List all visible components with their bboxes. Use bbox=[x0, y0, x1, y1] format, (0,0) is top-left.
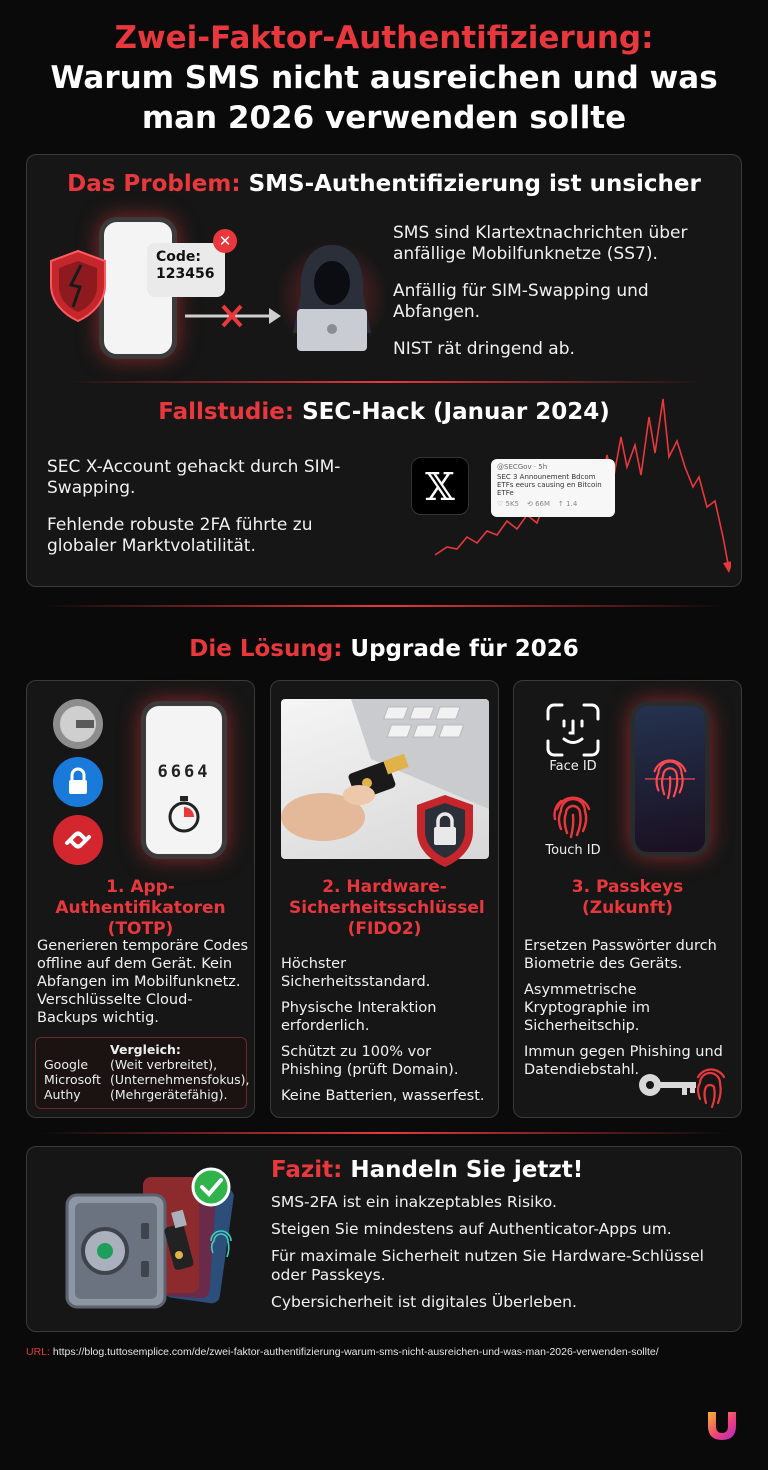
totp-code: 6664 bbox=[157, 762, 211, 782]
card-points bbox=[37, 937, 249, 1035]
sms-phone-illustration bbox=[47, 213, 387, 363]
conclusion-point: SMS-2FA ist ein inakzeptables Risiko. bbox=[271, 1193, 557, 1211]
conclusion-points bbox=[271, 1193, 727, 1312]
problem-point: Anfällig für SIM-Swapping und Abfangen. bbox=[393, 281, 649, 322]
card-title: 1. App-Authentifikatoren (TOTP) bbox=[55, 877, 226, 939]
key-fingerprint-icon bbox=[636, 1057, 728, 1109]
case-study-point: Fehlende robuste 2FA führte zu globaler Marktvolatilität. bbox=[47, 515, 313, 556]
broken-shield-icon bbox=[47, 249, 109, 323]
card-point: Physische Interaktion erforderlich. bbox=[281, 1000, 437, 1034]
tweet-handle: @SECGov · 5h bbox=[497, 463, 548, 471]
sms-bubble bbox=[147, 243, 225, 297]
card-point: Höchster Sicherheitsstandard. bbox=[281, 956, 431, 990]
microsoft-authenticator-icon bbox=[53, 757, 103, 807]
card-points bbox=[281, 955, 493, 1113]
divider bbox=[67, 381, 703, 383]
phone-fingerprint-icon bbox=[645, 752, 695, 802]
tweet-stat: ⟲ 66M bbox=[527, 500, 551, 508]
page-title bbox=[0, 18, 768, 138]
conclusion-panel bbox=[26, 1146, 742, 1332]
problem-points bbox=[393, 223, 723, 360]
solution-heading-rest: Upgrade für 2026 bbox=[350, 636, 579, 662]
card-title: 3. Passkeys (Zukunft) bbox=[571, 877, 684, 918]
conclusion-point: Für maximale Sicherheit nutzen Sie Hardware-Schlüssel oder Passkeys. bbox=[271, 1247, 704, 1284]
case-study-heading-accent: Fallstudie: bbox=[158, 399, 295, 425]
card-hardware-keys bbox=[270, 680, 499, 1118]
case-study-heading-rest: SEC-Hack (Januar 2024) bbox=[302, 399, 610, 425]
card-app-authenticators bbox=[26, 680, 255, 1118]
sms-code-value: 123456 bbox=[156, 266, 215, 282]
conclusion-point: Cybersicherheit ist digitales Überleben. bbox=[271, 1293, 577, 1311]
passkey-phone bbox=[630, 701, 710, 857]
brand-logo-icon bbox=[704, 1406, 740, 1442]
intercept-arrow-icon bbox=[183, 303, 283, 329]
card-passkeys bbox=[513, 680, 742, 1118]
tweet-stats bbox=[497, 500, 609, 508]
vault-devices-icon bbox=[61, 1157, 261, 1323]
authy-icon bbox=[53, 815, 103, 865]
tweet-stat: ↑ 1.4 bbox=[558, 500, 578, 508]
conclusion-heading-accent: Fazit: bbox=[271, 1157, 343, 1183]
comparison-note: (Weit verbreitet), bbox=[110, 1057, 218, 1072]
comparison-box bbox=[35, 1037, 250, 1109]
tweet-card bbox=[491, 459, 615, 517]
divider bbox=[40, 1132, 728, 1134]
error-x-icon: ✕ bbox=[213, 229, 237, 253]
comparison-note: (Mehrgerätefähig). bbox=[110, 1087, 228, 1102]
comparison-title: Vergleich: bbox=[110, 1042, 181, 1057]
problem-heading-rest: SMS-Authentifizierung ist unsicher bbox=[248, 171, 701, 197]
face-id-label: Face ID bbox=[549, 759, 597, 774]
sms-code-label: Code: bbox=[156, 249, 202, 265]
source-url bbox=[26, 1346, 756, 1358]
problem-point: NIST rät dringend ab. bbox=[393, 339, 575, 359]
tweet-text: SEC 3 Announement Bdcom ETFs eeurs causing en Bitcoin ETFe bbox=[497, 473, 602, 497]
comparison-names bbox=[44, 1057, 101, 1102]
problem-point: SMS sind Klartextnachrichten über anfällige Mobilfunknetze (SS7). bbox=[393, 223, 688, 264]
divider bbox=[40, 605, 728, 607]
card-point: Immun gegen Phishing und Datendiebstahl. bbox=[524, 1044, 723, 1078]
card-title: 2. Hardware-Sicherheitsschlüssel (FIDO2) bbox=[289, 877, 485, 939]
solution-heading bbox=[0, 636, 768, 662]
google-authenticator-icon bbox=[53, 699, 103, 749]
problem-heading bbox=[27, 171, 741, 197]
totp-phone bbox=[141, 701, 227, 859]
title-line-2: Warum SMS nicht ausreichen und was bbox=[50, 60, 718, 96]
stopwatch-icon bbox=[164, 794, 204, 834]
url-link[interactable]: https://blog.tuttosemplice.com/de/zwei-faktor-authentifizierung-warum-sms-nicht-ausreichen-und-was-man-2026-verwenden-sollte/ bbox=[52, 1346, 659, 1358]
title-line-3: man 2026 verwenden sollte bbox=[141, 100, 627, 136]
lock-shield-icon bbox=[413, 793, 477, 869]
card-point: Asymmetrische Kryptographie im Sicherheitschip. bbox=[524, 982, 650, 1034]
comparison-notes bbox=[110, 1057, 249, 1102]
hacker-icon bbox=[277, 237, 387, 359]
touch-id-label: Touch ID bbox=[545, 843, 601, 858]
card-point: Keine Batterien, wasserfest. bbox=[281, 1088, 485, 1104]
url-label: URL: bbox=[26, 1346, 50, 1358]
comparison-name: Authy bbox=[44, 1087, 81, 1102]
comparison-note: (Unternehmensfokus), bbox=[110, 1072, 250, 1087]
fingerprint-icon bbox=[547, 789, 599, 841]
x-logo-icon: 𝕏 bbox=[411, 457, 469, 515]
solution-heading-accent: Die Lösung: bbox=[189, 636, 343, 662]
comparison-name: Google bbox=[44, 1057, 89, 1072]
problem-panel bbox=[26, 154, 742, 587]
card-point: Schützt zu 100% vor Phishing (prüft Domain). bbox=[281, 1044, 459, 1078]
card-point: Generieren temporäre Codes offline auf dem Gerät. Kein Abfangen im Mobilfunknetz. Verschlüsselte Cloud-Backups wichtig. bbox=[37, 938, 249, 1026]
card-point: Ersetzen Passwörter durch Biometrie des Geräts. bbox=[524, 938, 717, 972]
title-line-1: Zwei-Faktor-Authentifizierung: bbox=[114, 20, 654, 56]
case-study-points bbox=[47, 457, 377, 557]
conclusion-heading-rest: Handeln Sie jetzt! bbox=[350, 1157, 584, 1183]
comparison-name: Microsoft bbox=[44, 1072, 101, 1087]
problem-heading-accent: Das Problem: bbox=[67, 171, 241, 197]
conclusion-heading bbox=[271, 1157, 583, 1183]
case-study-point: SEC X-Account gehackt durch SIM-Swapping. bbox=[47, 457, 341, 498]
face-id-icon bbox=[546, 703, 600, 757]
conclusion-point: Steigen Sie mindestens auf Authenticator-Apps um. bbox=[271, 1220, 672, 1238]
tweet-stat: ♡ 5K5 bbox=[497, 500, 519, 508]
